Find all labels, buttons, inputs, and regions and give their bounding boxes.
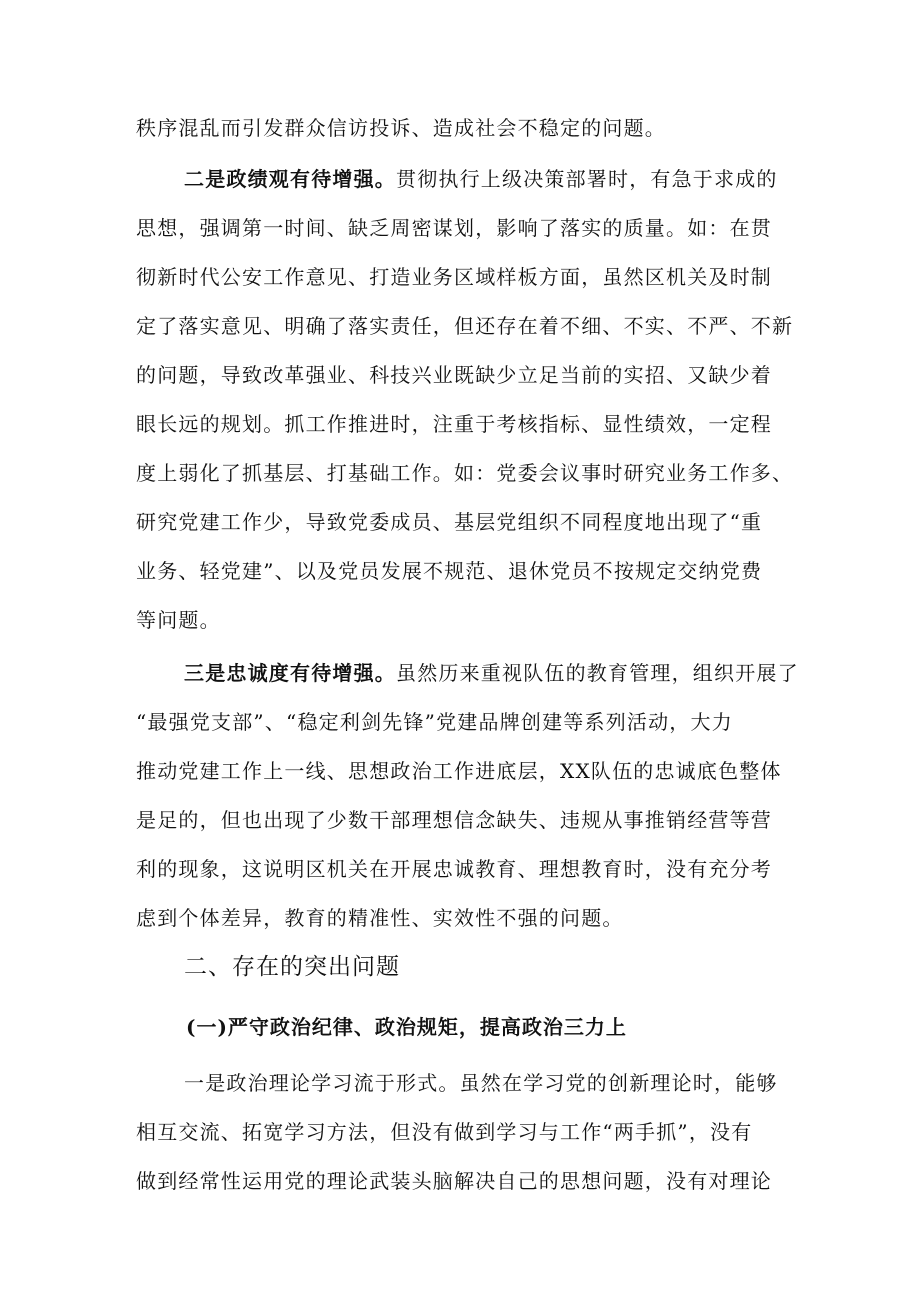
paragraph-text: 贯彻执行上级决策部署时，有急于求成的 bbox=[396, 167, 778, 191]
paragraph-first-line bbox=[184, 659, 844, 687]
paragraph-line: 秩序混乱而引发群众信访投诉、造成社会不稳定的问题。 bbox=[136, 116, 666, 140]
paragraph-line: 彻新时代公安工作意见、打造业务区域样板方面，虽然区机关及时制 bbox=[136, 265, 772, 289]
section-heading: 二、存在的突出问题 bbox=[184, 954, 400, 980]
paragraph-line: “最强党支部”、“稳定利剑先锋”党建品牌创建等系列活动，大力 bbox=[136, 710, 733, 734]
paragraph-line: 是足的，但也出现了少数干部理想信念缺失、违规从事推销经营等营 bbox=[136, 808, 772, 832]
subsection-heading: (一)严守政治纪律、政治规矩，提高政治三力上 bbox=[186, 1015, 627, 1039]
paragraph-first-line bbox=[184, 165, 844, 193]
paragraph-lead: 二是政绩观有待增强。 bbox=[184, 167, 396, 191]
paragraph-line: 虑到个体差异，教育的精准性、实效性不强的问题。 bbox=[136, 906, 624, 930]
paragraph-line: 相互交流、拓宽学习方法，但没有做到学习与工作“两手抓”，没有 bbox=[136, 1120, 753, 1144]
paragraph-line: 利的现象，这说明区机关在开展忠诚教育、理想教育时，没有充分考 bbox=[136, 857, 772, 881]
paragraph-line: 眼长远的规划。抓工作推进时，注重于考核指标、显性绩效，一定程 bbox=[136, 412, 772, 436]
paragraph-line: 的问题，导致改革强业、科技兴业既缺少立足当前的实招、又缺少着 bbox=[136, 363, 772, 387]
paragraph-line: 定了落实意见、明确了落实责任，但还存在着不细、不实、不严、不新 bbox=[136, 314, 794, 338]
paragraph-line: 业务、轻党建”、以及党员发展不规范、退休党员不按规定交纳党费 bbox=[136, 559, 763, 583]
paragraph-line: 思想，强调第一时间、缺乏周密谋划，影响了落实的质量。如：在贯 bbox=[136, 216, 772, 240]
paragraph-line: 研究党建工作少，导致党委成员、基层党组织不同程度地出现了“重 bbox=[136, 510, 763, 534]
paragraph-text: 虽然历来重视队伍的教育管理，组织开展了 bbox=[396, 661, 799, 685]
paragraph-lead: 三是忠诚度有待增强。 bbox=[184, 661, 396, 685]
paragraph-line: 做到经常性运用党的理论武装头脑解决自己的思想问题，没有对理论 bbox=[136, 1169, 772, 1193]
paragraph-first-line: 一是政治理论学习流于形式。虽然在学习党的创新理论时，能够 bbox=[184, 1071, 778, 1095]
paragraph-line: 等问题。 bbox=[136, 608, 221, 632]
paragraph-line: 推动党建工作上一线、思想政治工作进底层，XX队伍的忠诚底色整体 bbox=[136, 759, 782, 783]
paragraph-line: 度上弱化了抓基层、打基础工作。如：党委会议事时研究业务工作多、 bbox=[136, 461, 794, 485]
